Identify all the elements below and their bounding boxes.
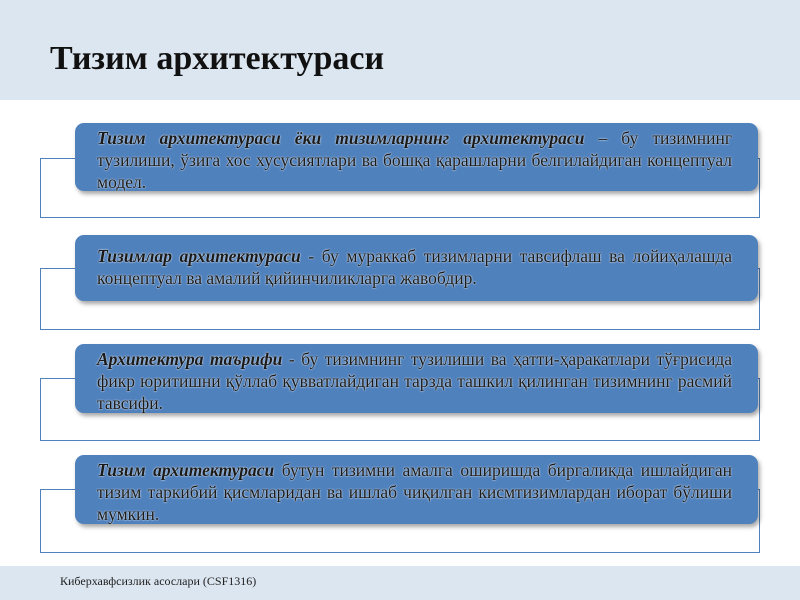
definition-body-4: бутун тизимни амалга оширишда биргаликда ишлайдиган тизим таркибий қисмларидан ва ишлаб чиқилган кисмтизимлардан иборат бўлиши мумкин. [97, 460, 732, 524]
definition-term-3: Архитектура таърифи [97, 349, 283, 369]
definition-body-1: – бу тизимнинг тузилиши, ўзига хос хусусиятлари ва бошқа қарашларни белгилайдиган концептуал модел. [97, 128, 732, 191]
definition-body-3: - бу тизимнинг тузилиши ва ҳатти-ҳаракатлари тўғрисида фикр юритишни қўллаб қувватлайдиган тарзда ташкил қилинган тизимнинг расмий тавсифи. [97, 349, 732, 413]
definition-term-1: Тизим архитектураси ёки тизимларнинг архитектураси [97, 128, 585, 148]
definition-card-2 [75, 235, 758, 301]
definition-card-1 [75, 123, 758, 191]
definition-text-1 [97, 127, 732, 191]
definition-body-2: - бу мураккаб тизимларни тавсифлаш ва лойиҳалашда концептуал ва амалий қийинчиликларга жавобдир. [97, 246, 732, 288]
footer-course-label: Киберхавфсизлик асослари (CSF1316) [60, 574, 257, 588]
definition-text-3 [97, 348, 732, 413]
definition-card-3 [75, 344, 758, 413]
slide-title: Тизим архитектураси [50, 40, 385, 77]
definition-term-4: Тизим архитектураси [97, 460, 275, 480]
definition-card-4 [75, 455, 758, 524]
definition-text-2 [97, 245, 732, 289]
definition-text-4 [97, 459, 732, 524]
definition-term-2: Тизимлар архитектураси [97, 246, 301, 266]
